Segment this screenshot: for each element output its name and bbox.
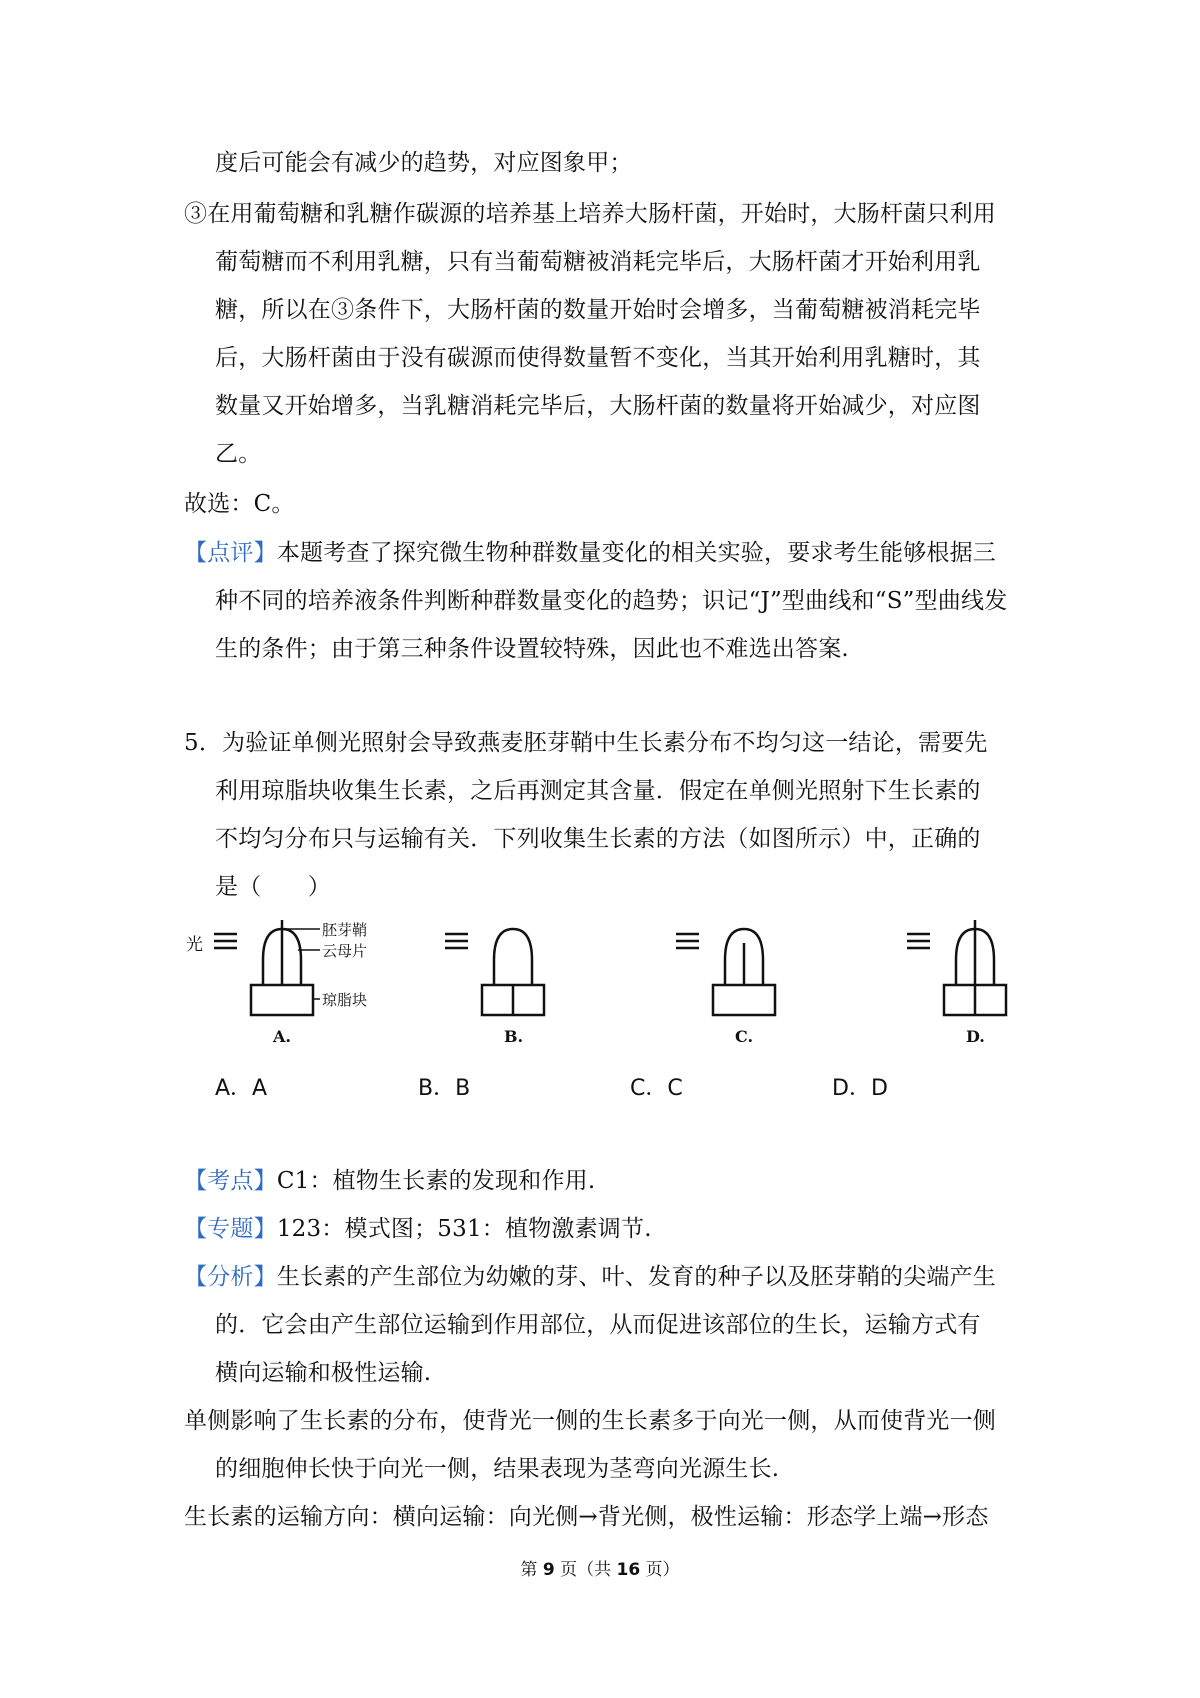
figure-b [445,929,544,1015]
fenxi-tag: 【分析】 [184,1264,277,1290]
analysis-line: 生长素的运输方向：横向运输：向光侧→背光侧，极性运输：形态学上端→形态 [184,1504,989,1530]
label-coleoptile: 胚芽鞘 [322,921,368,939]
light-label: 光 [186,935,203,955]
fenxi-line [184,1262,996,1292]
analysis-line: 单侧影响了生长素的分布，使背光一侧的生长素多于向光一侧，从而使背光一侧 [184,1408,996,1434]
caption-a: A. [273,1027,291,1046]
kaodian-text: C1：植物生长素的发现和作用. [276,1168,596,1194]
zhuanti-line [184,1214,652,1244]
fenxi-text: 生长素的产生部位为幼嫩的芽、叶、发育的种子以及胚芽鞘的尖端产生 [276,1264,997,1290]
footer-pre: 第 [520,1560,538,1580]
body-line: 乙。 [215,441,262,467]
footer-mid: 页（共 [560,1560,612,1580]
kaodian-line [184,1166,595,1196]
question-line: 不均匀分布只与运输有关．下列收集生长素的方法（如图所示）中，正确的 [215,826,981,852]
analysis-line: 的细胞伸长快于向光一侧，结果表现为茎弯向光源生长. [215,1456,780,1482]
option-b[interactable]: B．B [418,1076,471,1101]
body-line: 度后可能会有减少的趋势，对应图象甲； [215,150,633,176]
zhuanti-tag: 【专题】 [184,1216,277,1242]
label-mica: 云母片 [322,942,368,960]
option-c[interactable]: C．C [630,1076,683,1101]
footer-post: 页） [645,1560,680,1580]
option-a[interactable]: A．A [215,1076,268,1101]
body-line: 糖，所以在③条件下，大肠杆菌的数量开始时会增多，当葡萄糖被消耗完毕 [215,297,981,323]
comment-line: 生的条件；由于第三种条件设置较特殊，因此也不难选出答案. [215,636,849,662]
label-agar: 琼脂块 [322,991,368,1009]
kaodian-tag: 【考点】 [184,1168,277,1194]
comment-text: 本题考查了探究微生物种群数量变化的相关实验，要求考生能够根据三 [276,540,997,566]
figure-c [676,929,775,1015]
zhuanti-text: 123：模式图；531：植物激素调节. [276,1216,652,1242]
caption-b: B. [504,1027,524,1046]
body-line: 葡萄糖而不利用乳糖，只有当葡萄糖被消耗完毕后，大肠杆菌才开始利用乳 [215,249,981,275]
footer-page-number: 9 [542,1560,555,1580]
body-line: 数量又开始增多，当乳糖消耗完毕后，大肠杆菌的数量将开始减少，对应图 [215,393,981,419]
question-line: 是（ ） [215,874,331,900]
question-line: 5．为验证单侧光照射会导致燕麦胚芽鞘中生长素分布不均匀这一结论，需要先 [184,730,988,756]
coleoptile-figure [180,915,1040,1050]
fenxi-line: 的．它会由产生部位运输到作用部位，从而促进该部位的生长，运输方式有 [215,1312,981,1338]
answer-line: 故选：C。 [184,491,295,517]
body-line: 后，大肠杆菌由于没有碳源而使得数量暂不变化，当其开始利用乳糖时，其 [215,345,981,371]
caption-c: C. [735,1027,754,1046]
page-footer [0,1558,1200,1582]
comment-line [184,538,996,568]
comment-tag: 【点评】 [184,540,277,566]
comment-line: 种不同的培养液条件判断种群数量变化的趋势；识记“J”型曲线和“S”型曲线发 [215,588,1008,614]
body-line: ③在用葡萄糖和乳糖作碳源的培养基上培养大肠杆菌，开始时，大肠杆菌只利用 [184,201,996,227]
caption-d: D. [966,1027,985,1046]
footer-total-pages: 16 [616,1560,641,1580]
option-d[interactable]: D．D [832,1076,888,1101]
figure-a [214,920,320,1015]
question-line: 利用琼脂块收集生长素，之后再测定其含量．假定在单侧光照射下生长素的 [215,778,981,804]
fenxi-line: 横向运输和极性运输. [215,1360,432,1386]
figure-d [907,920,1006,1015]
